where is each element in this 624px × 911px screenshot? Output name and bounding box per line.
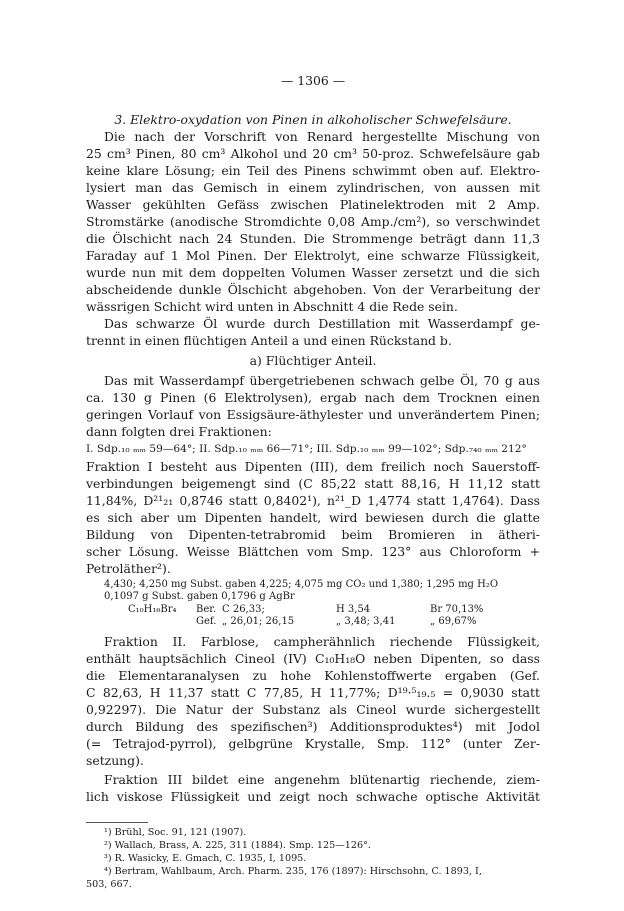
para5-line: (= Tetrajod-pyrrol), gelbgrüne Krystalle, Smp. 112° (unter Zer- [86,736,540,751]
sub-heading: a) Flüchtiger Anteil. [249,353,377,368]
para4-line: Bildung von Dipenten-tetrabromid beim Bromieren in ätheri- [86,527,540,542]
footnote-4-cont: 503, 667. [86,879,132,890]
para1-line: wurde nun mit dem doppelten Volumen Wasser zersetzt und die sich [86,265,540,280]
footnote-rule [86,822,148,823]
para4-line: Petroläther²). [86,561,171,576]
page-number: — 1306 — [280,73,346,88]
para5-line: C 82,63, H 11,37 statt C 77,85, H 11,77%; D¹⁹·⁵₁₉.₅ = 0,9030 statt [86,685,540,700]
analysis-gef-c: „ 26,01; 26,15 [222,616,295,627]
para3-line: ca. 130 g Pinen (6 Elektrolysen), ergab nach dem Trocknen einen [86,390,540,405]
para1-line: lysiert man das Gemisch in einem zylindrischen, von aussen mit [86,180,540,195]
para6-line: lich viskose Flüssigkeit und zeigt noch schwache optische Aktivität [86,789,540,804]
analysis-ber-label: Ber. [196,604,217,615]
para4-line: scher Lösung. Weisse Blättchen vom Smp. 123° aus Chloroform + [86,544,540,559]
footnote-3: ³) R. Wasicky, E. Gmach, C. 1935, I, 1095. [104,853,307,864]
footnote-2: ²) Wallach, Brass, A. 225, 311 (1884). Smp. 125—126°. [104,840,371,851]
para1-line: Stromstärke (anodische Stromdichte 0,08 Amp./cm²), so verschwindet [86,214,540,229]
analysis-line-1: 4,430; 4,250 mg Subst. gaben 4,225; 4,075 mg CO₂ und 1,380; 1,295 mg H₂O [104,579,499,590]
analysis-ber-c: C 26,33; [222,604,265,615]
para4-line: Fraktion I besteht aus Dipenten (III), dem freilich noch Sauerstoff- [86,459,540,474]
para4-line: 11,84%, D²¹₂₁ 0,8746 statt 0,8402¹), n²¹_D 1,4774 statt 1,4764). Dass [86,493,540,508]
para4-line: es sich aber um Dipenten handelt, wird bewiesen durch die glatte [86,510,540,525]
analysis-gef-br: „ 69,67% [430,616,477,627]
para1-line: Die nach der Vorschrift von Renard hergestellte Mischung von [104,129,540,144]
para3-line: Das mit Wasserdampf übergetriebenen schwach gelbe Öl, 70 g aus [104,373,540,388]
para6-line: Fraktion III bildet eine angenehm blütenartig riechende, ziem- [104,772,540,787]
para1-line: wässrigen Schicht wird unten in Abschnitt 4 die Rede sein. [86,299,458,314]
fractions-line: I. Sdp.₁₀ ₘₘ 59—64°; II. Sdp.₁₀ ₘₘ 66—71°; III. Sdp.₁₀ ₘₘ 99—102°; Sdp.₇₄₀ ₘₘ 212° [86,443,527,455]
para5-line: durch Bildung des spezifischen³) Additionsproduktes⁴) mit Jodol [86,719,540,734]
analysis-ber-h: H 3,54 [336,604,371,615]
para1-line: abscheidende dunkle Ölschicht abgehoben. Von der Verarbeitung der [86,282,540,297]
footnote-4: ⁴) Bertram, Wahlbaum, Arch. Pharm. 235, 176 (1897): Hirschsohn, C. 1893, I, [104,866,482,877]
para5-line: setzung). [86,753,144,768]
analysis-formula: C₁₀H₁₆Br₄ [128,604,177,615]
para1-line: keine klare Lösung; ein Teil des Pinens schwimmt oben auf. Elektro- [86,163,540,178]
para3-line: dann folgten drei Fraktionen: [86,424,272,439]
para5-line: enthält hauptsächlich Cineol (IV) C₁₀H₁₈O neben Dipenten, so dass [86,651,540,666]
para2-line: trennt in einen flüchtigen Anteil a und einen Rückstand b. [86,333,452,348]
para1-line: Faraday auf 1 Mol Pinen. Der Elektrolyt, eine schwarze Flüssigkeit, [86,248,540,263]
para1-line: 25 cm³ Pinen, 80 cm³ Alkohol und 20 cm³ 50-proz. Schwefelsäure gab [86,146,540,161]
footnote-1: ¹) Brühl, Soc. 91, 121 (1907). [104,827,247,838]
analysis-gef-label: Gef. [196,616,217,627]
para2-line: Das schwarze Öl wurde durch Destillation mit Wasserdampf ge- [104,316,540,331]
para5-line: 0,92297). Die Natur der Substanz als Cineol wurde sichergestellt [86,702,540,717]
analysis-ber-br: Br 70,13% [430,604,484,615]
para5-line: die Elementaranalysen zu hohe Kohlenstoffwerte ergaben (Gef. [86,668,540,683]
para3-line: geringen Vorlauf von Essigsäure-äthylester und unverändertem Pinen; [86,407,540,422]
para1-line: die Ölschicht nach 24 Stunden. Die Strommenge beträgt dann 11,3 [86,231,540,246]
para4-line: verbindungen beigemengt sind (C 85,22 statt 88,16, H 11,12 statt [86,476,540,491]
para1-line: Wasser gekühlten Gefäss zwischen Platinelektroden mit 2 Amp. [86,197,540,212]
analysis-line-2: 0,1097 g Subst. gaben 0,1796 g AgBr [104,591,295,602]
analysis-gef-h: „ 3,48; 3,41 [336,616,396,627]
section-heading: 3. Elektro-oxydation von Pinen in alkoholischer Schwefelsäure. [114,112,512,127]
para5-line: Fraktion II. Farblose, campherähnlich riechende Flüssigkeit, [104,634,540,649]
